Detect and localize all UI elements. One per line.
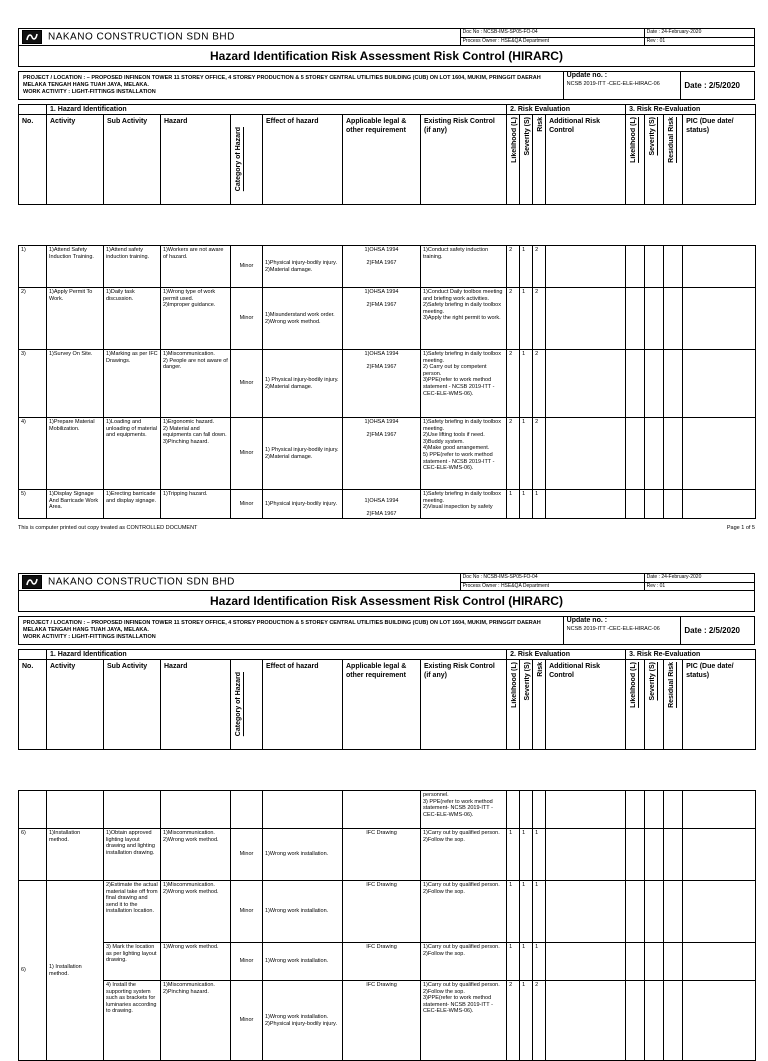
row-category: Minor xyxy=(231,981,263,1061)
row-hazard: 1)Wrong work method. xyxy=(161,943,231,981)
project-info xyxy=(18,616,755,645)
row-risk: 2 xyxy=(533,288,546,350)
row-residual xyxy=(664,288,683,350)
work-activity: WORK ACTIVITY : LIGHT-FITTINGS INSTALLATION xyxy=(23,89,156,95)
col-category xyxy=(231,115,263,205)
date-value: Date : 2/5/2020 xyxy=(681,617,755,645)
row-risk: 1 xyxy=(533,943,546,981)
row-category: Minor xyxy=(231,829,263,881)
doc-date: Date : 24-February-2020 xyxy=(644,29,754,38)
row-pic xyxy=(683,829,756,881)
row-residual xyxy=(664,246,683,288)
date-value: Date : 2/5/2020 xyxy=(681,72,755,100)
row-hazard: 1)Tripping hazard. xyxy=(161,490,231,519)
doc-rev: Rev : 01 xyxy=(644,37,754,46)
update-label: Update no. : xyxy=(566,617,608,624)
row-activity: 1)Installation method. xyxy=(47,829,104,881)
row-severity: 1 xyxy=(520,246,533,288)
hirarc-table xyxy=(18,104,756,519)
row-existing-control: 1)Conduct Daily toolbox meeting and briefing work activities. 2)Safety briefing in daily toolbox meeting. 3)Apply the right permit to work. xyxy=(421,288,507,350)
row-legal: IFC Drawing xyxy=(343,981,421,1061)
row-effect: 1)Misunderstand work order. 2)Wrong work method. xyxy=(263,288,343,350)
row-pic xyxy=(683,246,756,288)
project-location: PROJECT / LOCATION : – PROPOSED INFINEON TOWER 11 STOREY OFFICE, 4 STOREY PRODUCTION & 5 STOREY CENTRAL UTILITIES BUILDING (CUB) ON LOT 1604, MUKIM, PRINGGIT DAERAH MELAKA TENGAH HANG TUAH JAYA, MELAKA. xyxy=(23,620,541,633)
col-effect: Effect of hazard xyxy=(263,115,343,205)
row-severity: 1 xyxy=(520,350,533,418)
col-hazard: Hazard xyxy=(161,115,231,205)
col-severity-2 xyxy=(645,115,664,205)
row-activity: 1)Attend Safety Induction Training. xyxy=(47,246,104,288)
row-effect: 1)Wrong work installation. xyxy=(263,881,343,943)
row-residual xyxy=(664,981,683,1061)
col-residual-label: Residual Risk xyxy=(668,117,676,163)
col-risk-label: Risk xyxy=(537,662,545,677)
document-title: Hazard Identification Risk Assessment Risk Control (HIRARC) xyxy=(19,591,755,612)
row-severity-2 xyxy=(645,418,664,490)
update-label: Update no. : xyxy=(566,72,608,79)
col-likelihood-2-label: Likelihood (L) xyxy=(630,662,638,708)
row-legal: 1)OHSA 1994 2)FMA 1967 xyxy=(343,490,421,519)
row-risk: 2 xyxy=(533,246,546,288)
table-row xyxy=(19,943,756,981)
row-no: 5) xyxy=(19,490,47,519)
col-severity-2-label: Severity (S) xyxy=(649,117,657,156)
row-risk: 1 xyxy=(533,881,546,943)
col-likelihood-2-label: Likelihood (L) xyxy=(630,117,638,163)
col-pic: PIC (Due date/ status) xyxy=(683,115,756,205)
doc-no: Doc No : NCSB-IMS-SP05-FO-04 xyxy=(460,29,644,38)
row-additional xyxy=(546,246,626,288)
row-no: 4) xyxy=(19,418,47,490)
update-cell xyxy=(563,617,681,645)
row-no: 6) xyxy=(19,829,47,881)
row-activity: 1)Display Signage And Barricade Work Area. xyxy=(47,490,104,519)
process-owner: Process Owner : HSE&QA Department xyxy=(460,37,644,46)
row-existing-control-cont: personnel. 3) PPE(refer to work method statement- NCSB 2019-ITT -CEC-ELE-WMS-06). xyxy=(421,791,507,829)
row-severity: 1 xyxy=(520,418,533,490)
row-sub-activity: 1)Marking as per IFC Drawings. xyxy=(104,350,161,418)
row-additional xyxy=(546,881,626,943)
row-additional xyxy=(546,943,626,981)
row-severity: 1 xyxy=(520,288,533,350)
row-hazard: 1)Wrong type of work permit used. 2)Improper guidance. xyxy=(161,288,231,350)
row-activity: 1)Apply Permit To Work. xyxy=(47,288,104,350)
document-title: Hazard Identification Risk Assessment Risk Control (HIRARC) xyxy=(19,46,755,67)
col-legal: Applicable legal & other requirement xyxy=(343,660,421,750)
update-value: NCSB 2019-ITT -CEC-ELE-HIRAC-06 xyxy=(566,81,660,87)
company-cell xyxy=(19,29,461,46)
row-severity: 1 xyxy=(520,943,533,981)
row-sub-activity: 1)Loading and unloading of material and equipments. xyxy=(104,418,161,490)
col-risk xyxy=(533,660,546,750)
row-existing-control: 1)Carry out by qualified person. 2)Follow the sop. xyxy=(421,943,507,981)
row-pic xyxy=(683,350,756,418)
row-additional xyxy=(546,288,626,350)
row-existing-control: 1)Safety briefing in daily toolbox meeting. 2) Carry out by competent person. 3)PPE(refer to work method statement - NCSB 2019-ITT -CEC-ELE-WMS-06). xyxy=(421,350,507,418)
row-likelihood-2 xyxy=(626,418,645,490)
row-likelihood: 2 xyxy=(507,246,520,288)
col-risk xyxy=(533,115,546,205)
row-legal: 1)OHSA 1994 2)FMA 1967 xyxy=(343,288,421,350)
row-additional xyxy=(546,981,626,1061)
doc-date: Date : 24-February-2020 xyxy=(644,574,754,583)
row-existing-control: 1)Carry out by qualified person. 2)Follow the sop. xyxy=(421,829,507,881)
col-residual-label: Residual Risk xyxy=(668,662,676,708)
col-additional: Additional Risk Control xyxy=(546,660,626,750)
row-pic xyxy=(683,288,756,350)
project-info xyxy=(18,71,755,100)
row-likelihood-2 xyxy=(626,490,645,519)
project-cell xyxy=(19,617,564,645)
row-likelihood: 2 xyxy=(507,981,520,1061)
table-row-continued xyxy=(19,791,756,829)
row-existing-control: 1)Carry out by qualified person. 2)Follow the sop. xyxy=(421,881,507,943)
row-additional xyxy=(546,350,626,418)
company-logo-icon xyxy=(22,30,42,44)
row-severity-2 xyxy=(645,829,664,881)
update-value: NCSB 2019-ITT -CEC-ELE-HIRAC-06 xyxy=(566,626,660,632)
table-row xyxy=(19,490,756,519)
row-severity-2 xyxy=(645,881,664,943)
section-hazard: 1. Hazard Identification xyxy=(47,650,507,660)
row-risk: 2 xyxy=(533,350,546,418)
row-likelihood-2 xyxy=(626,246,645,288)
row-severity: 1 xyxy=(520,981,533,1061)
controlled-note: This is computer printed out copy treated as CONTROLLED DOCUMENT xyxy=(18,525,198,532)
row-additional xyxy=(546,418,626,490)
col-category xyxy=(231,660,263,750)
row-pic xyxy=(683,981,756,1061)
col-residual xyxy=(664,115,683,205)
doc-rev: Rev : 01 xyxy=(644,582,754,591)
row-hazard: 1)Ergonomic hazard. 2) Material and equipments can fall down. 3)Pinching hazard. xyxy=(161,418,231,490)
row-pic xyxy=(683,881,756,943)
row-legal: 1)OHSA 1994 2)FMA 1967 xyxy=(343,246,421,288)
doc-no: Doc No : NCSB-IMS-SP05-FO-04 xyxy=(460,574,644,583)
row-severity-2 xyxy=(645,943,664,981)
row-residual xyxy=(664,490,683,519)
row-residual xyxy=(664,881,683,943)
row-severity: 1 xyxy=(520,490,533,519)
document-header xyxy=(18,28,755,67)
row-hazard: 1)Miscommunication. 2)Pinching hazard. xyxy=(161,981,231,1061)
row-likelihood-2 xyxy=(626,288,645,350)
row-sub-activity: 1)Daily task discussion. xyxy=(104,288,161,350)
col-pic: PIC (Due date/ status) xyxy=(683,660,756,750)
table-row xyxy=(19,829,756,881)
row-likelihood: 2 xyxy=(507,350,520,418)
row-category: Minor xyxy=(231,881,263,943)
table-row xyxy=(19,418,756,490)
col-legal: Applicable legal & other requirement xyxy=(343,115,421,205)
row-severity-2 xyxy=(645,246,664,288)
row-likelihood-2 xyxy=(626,881,645,943)
row-sub-activity: 3) Mark the location as per lighting layout drawing. xyxy=(104,943,161,981)
row-category: Minor xyxy=(231,350,263,418)
col-likelihood-label: Likelihood (L) xyxy=(511,117,519,163)
row-existing-control: 1)Safety briefing in daily toolbox meeting. 2)Visual inspection by safety xyxy=(421,490,507,519)
document-page-1 xyxy=(18,28,755,531)
row-likelihood: 2 xyxy=(507,288,520,350)
row-likelihood-2 xyxy=(626,829,645,881)
row-residual xyxy=(664,418,683,490)
col-severity-label: Severity (S) xyxy=(524,662,532,701)
blank-row xyxy=(19,750,756,791)
company-logo-icon xyxy=(22,575,42,589)
row-category: Minor xyxy=(231,418,263,490)
col-likelihood xyxy=(507,115,520,205)
row-likelihood: 1 xyxy=(507,490,520,519)
row-sub-activity: 1)Attend safety induction training. xyxy=(104,246,161,288)
col-existing: Existing Risk Control (if any) xyxy=(421,115,507,205)
update-cell xyxy=(563,72,681,100)
row-risk: 2 xyxy=(533,418,546,490)
section-reevaluation: 3. Risk Re-Evaluation xyxy=(626,105,756,115)
row-severity: 1 xyxy=(520,829,533,881)
row-existing-control: 1)Carry out by qualified person. 2)Follow the sop. 3)PPE(refer to work method statement- NCSB 2019-ITT -CEC-ELE-WMS-06). xyxy=(421,981,507,1061)
blank-row xyxy=(19,205,756,246)
row-legal: 1)OHSA 1994 2)FMA 1967 xyxy=(343,418,421,490)
row-severity-2 xyxy=(645,288,664,350)
row-effect: 1)Physical injury-bodily injury. xyxy=(263,490,343,519)
col-risk-label: Risk xyxy=(537,117,545,132)
row-effect: 1)Wrong work installation. xyxy=(263,943,343,981)
section-risk: 2. Risk Evaluation xyxy=(507,105,626,115)
section-reevaluation: 3. Risk Re-Evaluation xyxy=(626,650,756,660)
table-row xyxy=(19,288,756,350)
row-legal: IFC Drawing xyxy=(343,829,421,881)
project-cell xyxy=(19,72,564,100)
col-category-label: Category of Hazard xyxy=(235,672,242,737)
col-likelihood-2 xyxy=(626,115,645,205)
col-likelihood xyxy=(507,660,520,750)
col-existing: Existing Risk Control (if any) xyxy=(421,660,507,750)
row-activity-merged: 1) Installation method. xyxy=(47,881,104,1061)
row-activity: 1)Survey On Site. xyxy=(47,350,104,418)
row-hazard: 1)Miscommunication. 2)Wrong work method. xyxy=(161,829,231,881)
row-no-merged: 6) xyxy=(19,881,47,1061)
row-residual xyxy=(664,943,683,981)
row-pic xyxy=(683,418,756,490)
row-no: 2) xyxy=(19,288,47,350)
row-legal: IFC Drawing xyxy=(343,881,421,943)
row-severity-2 xyxy=(645,490,664,519)
section-risk: 2. Risk Evaluation xyxy=(507,650,626,660)
row-residual xyxy=(664,350,683,418)
row-likelihood-2 xyxy=(626,350,645,418)
row-effect: 1)Wrong work installation. xyxy=(263,829,343,881)
document-header xyxy=(18,573,755,612)
row-likelihood: 1 xyxy=(507,829,520,881)
col-severity-2 xyxy=(645,660,664,750)
row-severity-2 xyxy=(645,981,664,1061)
row-risk: 1 xyxy=(533,829,546,881)
col-no: No. xyxy=(19,115,47,205)
row-pic xyxy=(683,943,756,981)
page-number: Page 1 of 5 xyxy=(726,525,755,532)
col-severity xyxy=(520,115,533,205)
row-likelihood-2 xyxy=(626,943,645,981)
row-category: Minor xyxy=(231,288,263,350)
work-activity: WORK ACTIVITY : LIGHT-FITTINGS INSTALLATION xyxy=(23,634,156,640)
row-severity: 1 xyxy=(520,881,533,943)
col-activity: Activity xyxy=(47,115,104,205)
col-effect: Effect of hazard xyxy=(263,660,343,750)
row-severity-2 xyxy=(645,350,664,418)
col-category-label: Category of Hazard xyxy=(235,127,242,192)
row-sub-activity: 2)Estimate the actual material take off from final drawing and send it to the installation location. xyxy=(104,881,161,943)
col-sub-activity: Sub Activity xyxy=(104,115,161,205)
project-location: PROJECT / LOCATION : – PROPOSED INFINEON TOWER 11 STOREY OFFICE, 4 STOREY PRODUCTION & 5 STOREY CENTRAL UTILITIES BUILDING (CUB) ON LOT 1604, MUKIM, PRINGGIT DAERAH MELAKA TENGAH HANG TUAH JAYA, MELAKA. xyxy=(23,75,541,88)
row-sub-activity: 4) Install the supporting system such as brackets for luminaries according to drawing. xyxy=(104,981,161,1061)
row-legal: 1)OHSA 1994 2)FMA 1967 xyxy=(343,350,421,418)
row-category: Minor xyxy=(231,943,263,981)
col-residual xyxy=(664,660,683,750)
process-owner: Process Owner : HSE&QA Department xyxy=(460,582,644,591)
col-activity: Activity xyxy=(47,660,104,750)
company-name: NAKANO CONSTRUCTION SDN BHD xyxy=(48,576,235,588)
row-residual xyxy=(664,829,683,881)
table-row xyxy=(19,350,756,418)
row-existing-control: 1)Conduct safety induction training. xyxy=(421,246,507,288)
row-sub-activity: 1)Erecting barricade and display signage. xyxy=(104,490,161,519)
row-activity: 1)Prepare Material Mobilization. xyxy=(47,418,104,490)
table-row xyxy=(19,246,756,288)
row-likelihood: 1 xyxy=(507,881,520,943)
row-existing-control: 1)Safety briefing in daily toolbox meeting. 2)Use lifting tools if need. 3)Buddy system. 4)Make good arrangement. 5) PPE(refer to work method statement - NCSB 2019-ITT -CEC-ELE-WMS-06). xyxy=(421,418,507,490)
row-risk: 1 xyxy=(533,490,546,519)
row-category: Minor xyxy=(231,246,263,288)
row-hazard: 1)Miscommunication. 2) People are not aware of danger. xyxy=(161,350,231,418)
col-sub-activity: Sub Activity xyxy=(104,660,161,750)
row-no: 1) xyxy=(19,246,47,288)
row-effect: 1)Physical injury-bodily injury. 2)Material damage. xyxy=(263,246,343,288)
row-likelihood-2 xyxy=(626,981,645,1061)
document-page-2 xyxy=(18,573,755,1061)
row-legal: IFC Drawing xyxy=(343,943,421,981)
row-effect: 1) Physical injury-bodily injury. 2)Material damage. xyxy=(263,418,343,490)
row-category: Minor xyxy=(231,490,263,519)
col-severity xyxy=(520,660,533,750)
row-hazard: 1)Workers are not aware of hazard. xyxy=(161,246,231,288)
row-hazard: 1)Miscommunication. 2)Wrong work method. xyxy=(161,881,231,943)
row-likelihood: 1 xyxy=(507,943,520,981)
table-row xyxy=(19,881,756,943)
row-effect: 1) Physical injury-bodily injury. 2)Material damage. xyxy=(263,350,343,418)
col-hazard: Hazard xyxy=(161,660,231,750)
col-severity-label: Severity (S) xyxy=(524,117,532,156)
row-pic xyxy=(683,490,756,519)
row-sub-activity: 1)Obtain approved lighting layout drawing and lighting installation drawing. xyxy=(104,829,161,881)
row-likelihood: 2 xyxy=(507,418,520,490)
row-no: 3) xyxy=(19,350,47,418)
company-cell xyxy=(19,574,461,591)
table-row xyxy=(19,981,756,1061)
col-no: No. xyxy=(19,660,47,750)
company-name: NAKANO CONSTRUCTION SDN BHD xyxy=(48,31,235,43)
col-additional: Additional Risk Control xyxy=(546,115,626,205)
row-additional xyxy=(546,490,626,519)
col-severity-2-label: Severity (S) xyxy=(649,662,657,701)
row-additional xyxy=(546,829,626,881)
col-likelihood-label: Likelihood (L) xyxy=(511,662,519,708)
page-footer xyxy=(18,525,755,531)
row-effect: 1)Wrong work installation. 2)Physical injury-bodily injury. xyxy=(263,981,343,1061)
row-risk: 2 xyxy=(533,981,546,1061)
hirarc-table-2 xyxy=(18,649,756,1061)
section-hazard: 1. Hazard Identification xyxy=(47,105,507,115)
col-likelihood-2 xyxy=(626,660,645,750)
